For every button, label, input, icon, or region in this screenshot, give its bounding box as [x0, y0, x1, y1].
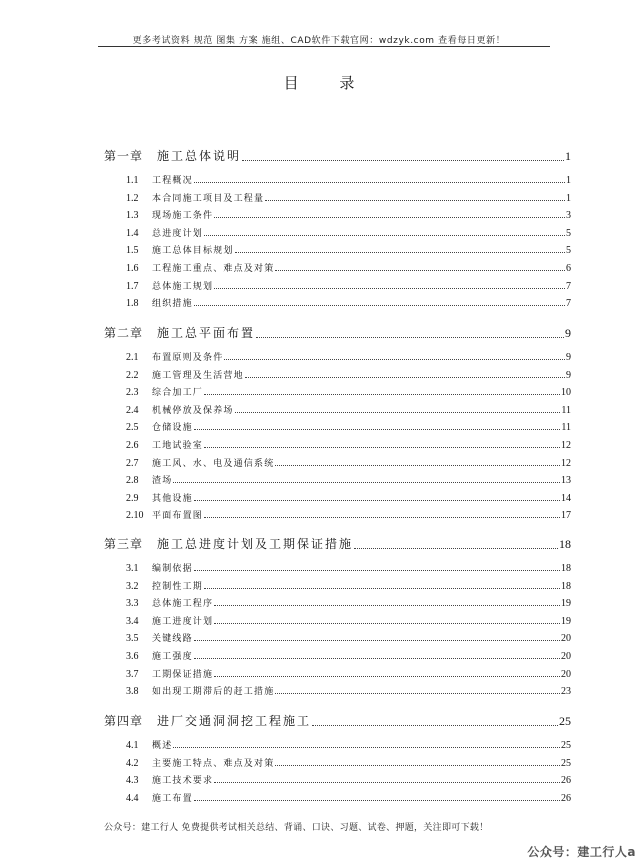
dot-leader: [354, 548, 558, 549]
section-title: 施工进度计划: [152, 616, 214, 627]
toc-section-entry[interactable]: [126, 420, 571, 433]
section-number: 3.1: [126, 563, 139, 574]
dot-leader: [194, 182, 565, 183]
dot-leader: [312, 725, 558, 726]
section-title: 仓储设施: [152, 423, 193, 434]
section-number: 2.2: [126, 369, 139, 381]
toc-section-entry[interactable]: [126, 756, 571, 769]
section-number: 4.3: [126, 775, 139, 787]
toc-section-entry[interactable]: [126, 684, 571, 697]
dot-leader: [235, 412, 561, 413]
dot-leader: [242, 160, 564, 161]
section-number: 2.5: [126, 422, 139, 434]
chapter-number: 第四章: [104, 714, 144, 728]
section-title: 如出现工期滞后的赶工措施: [152, 687, 275, 698]
dot-leader: [214, 782, 560, 783]
dot-leader: [275, 693, 560, 694]
toc-chapter-entry[interactable]: [104, 535, 571, 552]
toc-section-entry[interactable]: [126, 403, 571, 416]
section-number: 3.3: [126, 598, 139, 610]
section-title: 编制依据: [152, 564, 193, 574]
section-title: 平面布置图: [152, 511, 204, 522]
chapter-title: 施工总进度计划及工期保证措施: [157, 537, 354, 551]
dot-leader: [265, 200, 565, 201]
toc-chapter-entry[interactable]: [104, 147, 571, 164]
section-title: 施工布置: [152, 793, 193, 804]
section-title: 关键线路: [152, 634, 193, 645]
page-number: 26: [561, 775, 571, 787]
toc-section-entry[interactable]: [126, 208, 571, 221]
watermark: 公众号：建工行人a: [527, 845, 636, 859]
page-number: 25: [561, 757, 571, 769]
section-title: 总体施工规划: [152, 281, 214, 292]
page-number: 13: [561, 475, 571, 487]
page-number: 1: [566, 175, 571, 186]
section-number: 2.8: [126, 475, 139, 487]
toc-section-entry[interactable]: [126, 596, 571, 609]
toc-section-entry[interactable]: [126, 385, 571, 398]
page-number: 9: [566, 352, 571, 363]
dot-leader: [194, 305, 565, 306]
section-title: 工地试验室: [152, 441, 204, 451]
section-number: 4.4: [126, 792, 139, 804]
dot-leader: [275, 270, 565, 271]
dot-leader: [214, 288, 565, 289]
section-title: 渣场: [152, 476, 173, 487]
page-number: 7: [566, 298, 571, 310]
toc-section-entry[interactable]: [126, 473, 571, 486]
dot-leader: [194, 500, 560, 501]
section-title: 工程概况: [152, 176, 193, 186]
dot-leader: [214, 217, 565, 218]
dot-leader: [214, 605, 560, 606]
section-title: 施工技术要求: [152, 776, 214, 787]
toc-section-entry[interactable]: [126, 243, 571, 256]
page-number: 14: [561, 492, 571, 504]
chapter-title: 进厂交通洞洞挖工程施工: [157, 714, 312, 728]
section-title: 现场施工条件: [152, 211, 214, 222]
toc-section-entry[interactable]: [126, 491, 571, 504]
dot-leader: [245, 377, 565, 378]
section-title: 主要施工特点、难点及对策: [152, 758, 275, 769]
chapter-number: 第三章: [104, 537, 144, 551]
section-number: 1.8: [126, 298, 139, 310]
page-number: 18: [561, 580, 571, 592]
section-number: 2.1: [126, 352, 139, 363]
toc-section-entry[interactable]: [126, 649, 571, 662]
section-number: 2.6: [126, 440, 139, 451]
page-number: 10: [561, 387, 571, 399]
toc-section-entry[interactable]: [126, 738, 571, 751]
dot-leader: [194, 658, 560, 659]
toc-section-entry[interactable]: [126, 279, 571, 292]
page-number: 25: [559, 714, 571, 728]
page-number: 12: [561, 457, 571, 469]
page-number: 9: [566, 369, 571, 381]
section-number: 1.4: [126, 227, 139, 239]
toc-section-entry[interactable]: [126, 561, 571, 574]
section-number: 2.10: [126, 510, 144, 522]
toc-section-entry[interactable]: [126, 226, 571, 239]
section-number: 1.1: [126, 175, 139, 186]
section-number: 2.9: [126, 492, 139, 504]
section-title: 综合加工厂: [152, 388, 204, 399]
dot-leader: [204, 235, 565, 236]
section-title: 本合同施工项目及工程量: [152, 193, 265, 204]
section-number: 1.3: [126, 210, 139, 222]
toc-section-entry[interactable]: [126, 614, 571, 627]
dot-leader: [194, 800, 560, 801]
dot-leader: [235, 252, 565, 253]
dot-leader: [173, 482, 560, 483]
toc-chapter-entry[interactable]: [104, 324, 571, 341]
page-number: 11: [561, 404, 571, 416]
toc-section-entry[interactable]: [126, 456, 571, 469]
section-number: 1.5: [126, 245, 139, 257]
page-number: 20: [561, 651, 571, 662]
page-number: 20: [561, 668, 571, 680]
dot-leader: [194, 640, 560, 641]
page-number: 18: [561, 563, 571, 574]
section-title: 总进度计划: [152, 228, 204, 239]
section-number: 3.2: [126, 580, 139, 592]
page-number: 19: [561, 615, 571, 627]
dot-leader: [204, 447, 560, 448]
page-number: 3: [566, 210, 571, 222]
chapter-number: 第二章: [104, 326, 144, 340]
section-title: 工期保证措施: [152, 669, 214, 680]
page-header: 更多考试资料 规范 图集 方案 施组、CAD软件下载官网：wdzyk.com 查看每日更新！: [132, 36, 506, 46]
toc-section-entry[interactable]: [126, 791, 571, 804]
section-number: 4.2: [126, 757, 139, 769]
toc-chapter-entry[interactable]: [104, 712, 571, 729]
page-number: 25: [561, 740, 571, 751]
page-number: 23: [561, 686, 571, 698]
section-title: 其他设施: [152, 493, 193, 504]
toc-section-entry[interactable]: [126, 667, 571, 680]
toc-section-entry[interactable]: [126, 438, 571, 451]
section-number: 3.8: [126, 686, 139, 698]
toc-section-entry[interactable]: [126, 508, 571, 521]
section-number: 1.6: [126, 263, 139, 274]
section-title: 概述: [152, 741, 173, 751]
section-number: 2.7: [126, 457, 139, 469]
toc-section-entry[interactable]: [126, 631, 571, 644]
page-number: 1: [566, 192, 571, 204]
section-title: 布置原则及条件: [152, 353, 224, 363]
section-title: 组织措施: [152, 299, 193, 310]
section-number: 3.4: [126, 615, 139, 627]
section-title: 施工总体目标规划: [152, 246, 234, 257]
page-number: 11: [561, 422, 571, 434]
page-number: 6: [566, 263, 571, 274]
page-number: 5: [566, 227, 571, 239]
page-footer: 公众号：建工行人 免费提供考试相关总结、背诵、口诀、习题、试卷、押题，关注即可下载！: [104, 823, 489, 833]
section-title: 施工风、水、电及通信系统: [152, 458, 275, 469]
section-number: 4.1: [126, 740, 139, 751]
chapter-title: 施工总体说明: [157, 149, 242, 163]
chapter-number: 第一章: [104, 149, 144, 163]
dot-leader: [194, 429, 561, 430]
page-number: 7: [566, 280, 571, 292]
page-number: 17: [561, 510, 571, 522]
section-title: 施工管理及生活营地: [152, 370, 244, 381]
dot-leader: [204, 394, 560, 395]
page-number: 1: [565, 149, 571, 163]
dot-leader: [204, 588, 560, 589]
toc-section-entry[interactable]: [126, 173, 571, 186]
section-title: 机械停放及保养场: [152, 405, 234, 416]
section-title: 总体施工程序: [152, 599, 214, 610]
page-number: 12: [561, 440, 571, 451]
page-number: 26: [561, 792, 571, 804]
page-number: 5: [566, 245, 571, 257]
toc-section-entry[interactable]: [126, 773, 571, 786]
dot-leader: [275, 765, 560, 766]
page-number: 18: [559, 537, 571, 551]
dot-leader: [173, 747, 560, 748]
toc-section-entry[interactable]: [126, 368, 571, 381]
section-number: 2.3: [126, 387, 139, 399]
toc-section-entry[interactable]: [126, 261, 571, 274]
dot-leader: [214, 623, 560, 624]
chapter-title: 施工总平面布置: [157, 326, 256, 340]
toc-title: 目 录: [283, 74, 373, 92]
page-number: 20: [561, 633, 571, 645]
dot-leader: [224, 359, 565, 360]
table-of-contents: [104, 0, 571, 861]
section-title: 工程施工重点、难点及对策: [152, 264, 275, 274]
dot-leader: [204, 517, 560, 518]
toc-section-entry[interactable]: [126, 579, 571, 592]
dot-leader: [275, 465, 560, 466]
section-title: 施工强度: [152, 652, 193, 662]
dot-leader: [256, 337, 564, 338]
section-number: 3.5: [126, 633, 139, 645]
section-number: 1.7: [126, 280, 139, 292]
dot-leader: [194, 570, 560, 571]
section-number: 1.2: [126, 192, 139, 204]
page-number: 19: [561, 598, 571, 610]
section-number: 2.4: [126, 404, 139, 416]
section-number: 3.7: [126, 668, 139, 680]
section-number: 3.6: [126, 651, 139, 662]
section-title: 控制性工期: [152, 581, 204, 592]
page-number: 9: [565, 326, 571, 340]
toc-section-entry[interactable]: [126, 296, 571, 309]
toc-section-entry[interactable]: [126, 191, 571, 204]
toc-section-entry[interactable]: [126, 350, 571, 363]
dot-leader: [214, 676, 560, 677]
